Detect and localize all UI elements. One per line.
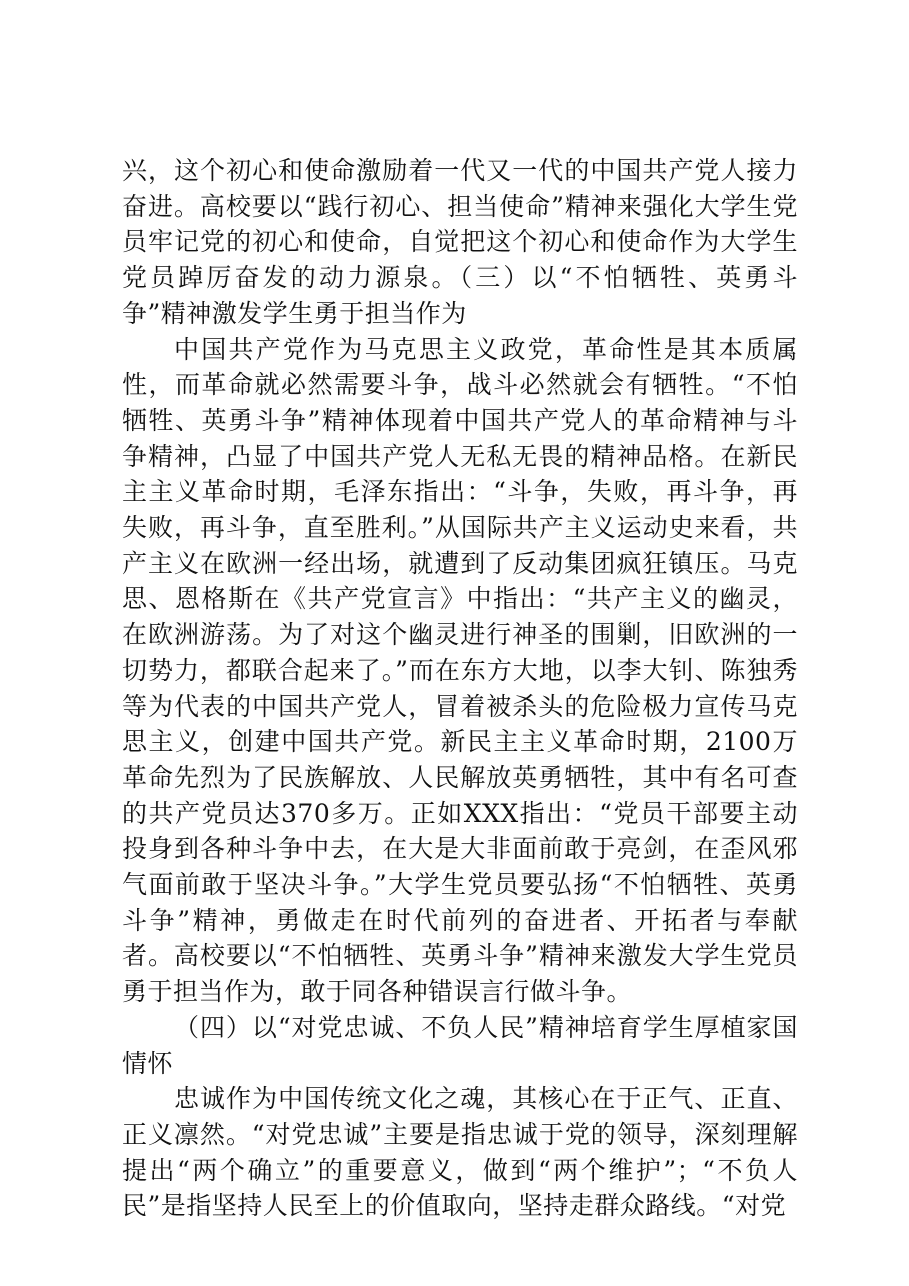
paragraph-loyalty: 忠诚作为中国传统文化之魂，其核心在于正气、正直、正义凛然。“对党忠诚”主要是指忠诚于党的领导，深刻理解提出“两个确立”的重要意义，做到“两个维护”；“不负人民”是指坚持人民至上的价值取向，坚持走群众路线。“对党 [122, 1084, 798, 1221]
paragraph-revolution-spirit: 中国共产党作为马克思主义政党，革命性是其本质属性，而革命就必然需要斗争，战斗必然就会有牺牲。“不怕牺牲、英勇斗争”精神体现着中国共产党人的革命精神与斗争精神，凸显了中国共产党人无私无畏的精神品格。在新民主主义革命时期，毛泽东指出：“斗争，失败，再斗争，再失败，再斗争，直至胜利。”从国际共产主义运动史来看，共产主义在欧洲一经出场，就遭到了反动集团疯狂镇压。马克思、恩格斯在《共产党宣言》中指出：“共产主义的幽灵，在欧洲游荡。为了对这个幽灵进行神圣的围剿，旧欧洲的一切势力，都联合起来了。”而在东方大地，以李大钊、陈独秀等为代表的中国共产党人，冒着被杀头的危险极力宣传马克思主义，创建中国共产党。新民主主义革命时期，2100万革命先烈为了民族解放、人民解放英勇牺牲，其中有名可查的共产党员达370多万。正如XXX指出：“党员干部要主动投身到各种斗争中去，在大是大非面前敢于亮剑，在歪风邪气面前敢于坚决斗争。”大学生党员要弘扬“不怕牺牲、英勇斗争”精神，勇做走在时代前列的奋进者、开拓者与奉献者。高校要以“不怕牺牲、英勇斗争”精神来激发大学生党员勇于担当作为，敢于同各种错误言行做斗争。 [122, 334, 798, 1007]
document-body [122, 153, 798, 1224]
section-heading-four: （四）以“对党忠诚、不负人民”精神培育学生厚植家国情怀 [122, 1012, 798, 1078]
paragraph-continuation: 兴，这个初心和使命激励着一代又一代的中国共产党人接力奋进。高校要以“践行初心、担当使命”精神来强化大学生党员牢记党的初心和使命，自觉把这个初心和使命作为大学生党员踔厉奋发的动力源泉。（三）以“不怕牺牲、英勇斗争”精神激发学生勇于担当作为 [122, 156, 798, 328]
